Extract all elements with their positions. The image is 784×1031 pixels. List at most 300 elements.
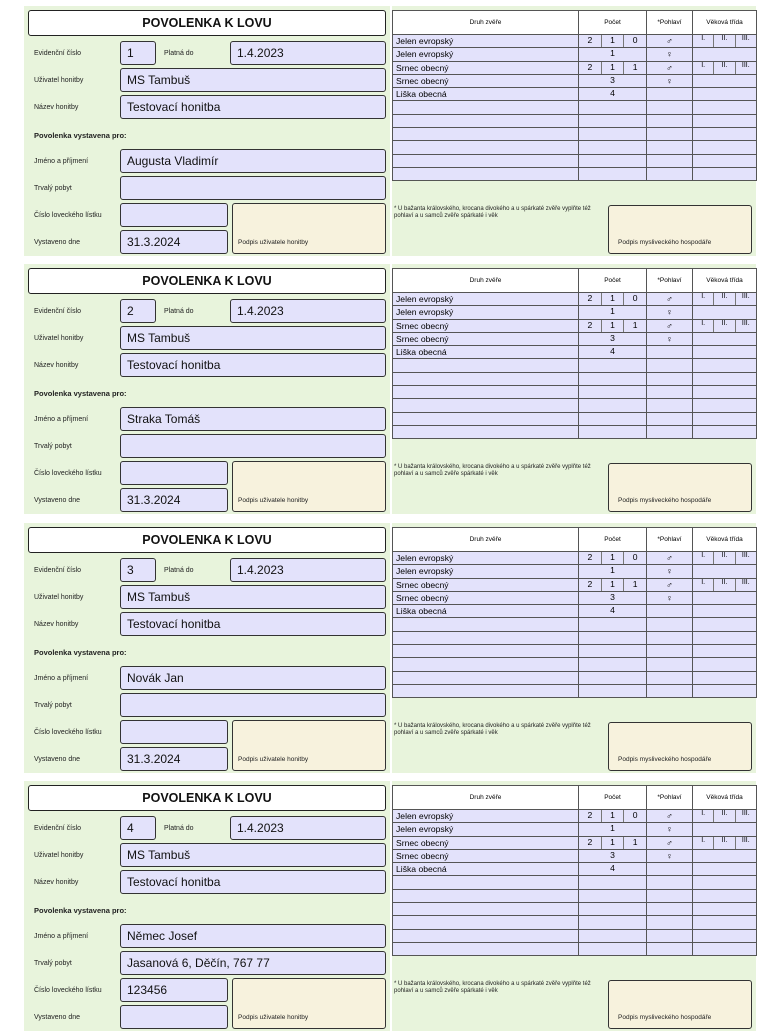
cell-druh[interactable]: Srnec obecný (393, 578, 579, 591)
label-podpis-uzivatele: Podpis uživatele honitby (238, 1014, 309, 1021)
cell-vekova-trida[interactable] (693, 101, 757, 114)
permit-left-panel (24, 6, 390, 256)
cell-druh[interactable] (393, 684, 579, 697)
cell-druh[interactable] (393, 876, 579, 889)
field-platna-do[interactable]: 1.4.2023 (230, 558, 386, 582)
cell-druh[interactable]: Jelen evropský (393, 293, 579, 306)
age-class: I. (701, 836, 706, 844)
hunting-permit-2 (24, 264, 756, 514)
signature-box-hospodar[interactable] (608, 205, 752, 254)
cell-pohlavi[interactable] (647, 128, 693, 141)
cell-pocet[interactable] (579, 889, 647, 902)
age-class: II. (713, 810, 734, 822)
cell-druh[interactable]: Jelen evropský (393, 552, 579, 565)
cell-pocet[interactable] (579, 552, 647, 565)
signature-box-hospodar[interactable] (608, 722, 752, 771)
cell-pocet[interactable] (579, 293, 647, 306)
table-row (393, 128, 757, 141)
field-uzivatel-honitby[interactable]: MS Tambuš (120, 585, 386, 609)
field-evidencni-cislo[interactable]: 3 (120, 558, 156, 582)
label-platna-do: Platná do (164, 825, 194, 832)
field-uzivatel-honitby[interactable]: MS Tambuš (120, 326, 386, 350)
table-row (393, 154, 757, 167)
label-vystavena-pro: Povolenka vystavena pro: (34, 131, 127, 140)
cell-druh[interactable] (393, 425, 579, 438)
cell-pocet[interactable] (579, 836, 647, 849)
count-part: 0 (623, 293, 646, 305)
age-class: II. (713, 62, 734, 74)
label-vystaveno-dne: Vystaveno dne (34, 1014, 81, 1021)
female-icon: ♀ (666, 307, 673, 318)
label-podpis-hospodare: Podpis mysliveckého hospodáře (618, 239, 712, 246)
cell-vekova-trida[interactable] (693, 306, 757, 319)
col-vekova-trida: Věková třída (693, 786, 757, 810)
cell-pohlavi[interactable] (647, 386, 693, 399)
signature-box-hospodar[interactable] (608, 980, 752, 1029)
cell-druh[interactable]: Liška obecná (393, 88, 579, 101)
cell-pohlavi[interactable] (647, 876, 693, 889)
cell-pohlavi[interactable] (647, 836, 693, 849)
cell-pocet[interactable] (579, 658, 647, 671)
cell-pocet[interactable] (579, 565, 647, 578)
label-trvaly-pobyt: Trvalý pobyt (34, 960, 72, 967)
cell-pohlavi[interactable] (647, 319, 693, 332)
table-row (393, 386, 757, 399)
cell-pocet[interactable] (579, 903, 647, 916)
cell-pocet[interactable] (579, 425, 647, 438)
cell-pocet[interactable] (579, 128, 647, 141)
col-vekova-trida: Věková třída (693, 528, 757, 552)
cell-pocet[interactable] (579, 412, 647, 425)
cell-vekova-trida[interactable] (693, 876, 757, 889)
cell-pocet[interactable] (579, 810, 647, 823)
cell-vekova-trida[interactable] (693, 605, 757, 618)
field-lovecky-listek[interactable] (120, 203, 228, 227)
cell-pohlavi[interactable] (647, 929, 693, 942)
field-platna-do[interactable]: 1.4.2023 (230, 816, 386, 840)
cell-pocet[interactable] (579, 141, 647, 154)
cell-pocet[interactable] (579, 916, 647, 929)
col-druh-zvere: Druh zvěře (393, 786, 579, 810)
cell-pohlavi[interactable] (647, 916, 693, 929)
game-table (392, 527, 757, 698)
cell-druh[interactable] (393, 631, 579, 644)
label-platna-do: Platná do (164, 567, 194, 574)
cell-pohlavi[interactable] (647, 671, 693, 684)
field-lovecky-listek[interactable]: 123456 (120, 978, 228, 1002)
table-row (393, 876, 757, 889)
cell-pocet[interactable] (579, 386, 647, 399)
cell-pocet[interactable] (579, 823, 647, 836)
table-row (393, 929, 757, 942)
cell-pohlavi[interactable] (647, 61, 693, 74)
count-part: 1 (623, 62, 646, 74)
cell-druh[interactable]: Jelen evropský (393, 35, 579, 48)
permit-title: POVOLENKA K LOVU (28, 10, 386, 36)
cell-pohlavi[interactable] (647, 154, 693, 167)
cell-pohlavi[interactable] (647, 849, 693, 862)
cell-vekova-trida[interactable] (693, 386, 757, 399)
cell-druh[interactable] (393, 399, 579, 412)
cell-vekova-trida[interactable] (693, 372, 757, 385)
cell-pohlavi[interactable] (647, 889, 693, 902)
cell-vekova-trida[interactable] (693, 332, 757, 345)
cell-vekova-trida[interactable] (693, 154, 757, 167)
cell-vekova-trida[interactable] (693, 618, 757, 631)
cell-pohlavi[interactable] (647, 645, 693, 658)
cell-pocet[interactable] (579, 35, 647, 48)
cell-vekova-trida[interactable] (693, 645, 757, 658)
field-nazev-honitby[interactable]: Testovací honitba (120, 612, 386, 636)
label-jmeno: Jméno a příjmení (34, 675, 89, 682)
cell-vekova-trida[interactable] (693, 48, 757, 61)
table-row (393, 141, 757, 154)
male-icon: ♂ (666, 320, 673, 331)
cell-vekova-trida[interactable] (693, 128, 757, 141)
field-nazev-honitby[interactable]: Testovací honitba (120, 95, 386, 119)
cell-druh[interactable] (393, 903, 579, 916)
cell-pohlavi[interactable] (647, 631, 693, 644)
cell-druh[interactable]: Srnec obecný (393, 61, 579, 74)
cell-pocet[interactable] (579, 671, 647, 684)
cell-vekova-trida[interactable] (693, 631, 757, 644)
cell-pohlavi[interactable] (647, 618, 693, 631)
cell-druh[interactable] (393, 929, 579, 942)
cell-pohlavi[interactable] (647, 74, 693, 87)
cell-pocet[interactable] (579, 306, 647, 319)
cell-pohlavi[interactable] (647, 605, 693, 618)
field-nazev-honitby[interactable]: Testovací honitba (120, 870, 386, 894)
cell-druh[interactable]: Jelen evropský (393, 810, 579, 823)
cell-pocet[interactable] (579, 605, 647, 618)
label-podpis-uzivatele: Podpis uživatele honitby (238, 497, 309, 504)
signature-box-uzivatel[interactable] (232, 720, 386, 771)
table-row (393, 645, 757, 658)
cell-druh[interactable] (393, 141, 579, 154)
count-part: 2 (587, 319, 593, 330)
count-total: 3 (610, 74, 615, 85)
cell-pohlavi[interactable] (647, 346, 693, 359)
cell-druh[interactable]: Jelen evropský (393, 823, 579, 836)
table-row (393, 114, 757, 127)
cell-druh[interactable] (393, 658, 579, 671)
cell-pocet[interactable] (579, 372, 647, 385)
cell-pohlavi[interactable] (647, 552, 693, 565)
table-row (393, 836, 757, 849)
male-icon: ♂ (666, 553, 673, 564)
signature-box-hospodar[interactable] (608, 463, 752, 512)
cell-druh[interactable] (393, 671, 579, 684)
field-nazev-honitby[interactable]: Testovací honitba (120, 353, 386, 377)
table-row (393, 903, 757, 916)
cell-druh[interactable]: Jelen evropský (393, 565, 579, 578)
cell-pohlavi[interactable] (647, 658, 693, 671)
cell-pohlavi[interactable] (647, 578, 693, 591)
col-pohlavi: *Pohlaví (647, 786, 693, 810)
cell-pohlavi[interactable] (647, 565, 693, 578)
cell-pohlavi[interactable] (647, 399, 693, 412)
cell-pocet[interactable] (579, 578, 647, 591)
label-podpis-hospodare: Podpis mysliveckého hospodáře (618, 497, 712, 504)
table-row (393, 359, 757, 372)
field-trvaly-pobyt[interactable] (120, 176, 386, 200)
label-platna-do: Platná do (164, 308, 194, 315)
cell-vekova-trida[interactable] (693, 578, 757, 591)
col-pocet: Počet (579, 786, 647, 810)
label-vystavena-pro: Povolenka vystavena pro: (34, 906, 127, 915)
cell-pohlavi[interactable] (647, 810, 693, 823)
count-part: 2 (587, 836, 593, 847)
cell-druh[interactable] (393, 114, 579, 127)
cell-druh[interactable] (393, 618, 579, 631)
field-vystaveno-dne[interactable]: 31.3.2024 (120, 230, 228, 254)
cell-pocet[interactable] (579, 101, 647, 114)
cell-druh[interactable] (393, 942, 579, 955)
female-icon: ♀ (666, 851, 673, 862)
cell-pocet[interactable] (579, 399, 647, 412)
cell-pocet[interactable] (579, 74, 647, 87)
cell-vekova-trida[interactable] (693, 903, 757, 916)
cell-pohlavi[interactable] (647, 114, 693, 127)
cell-vekova-trida[interactable] (693, 35, 757, 48)
field-trvaly-pobyt[interactable]: Jasanová 6, Děčín, 767 77 (120, 951, 386, 975)
cell-druh[interactable]: Srnec obecný (393, 332, 579, 345)
cell-vekova-trida[interactable] (693, 74, 757, 87)
cell-pohlavi[interactable] (647, 293, 693, 306)
male-icon: ♂ (666, 837, 673, 848)
label-jmeno: Jméno a příjmení (34, 158, 89, 165)
cell-vekova-trida[interactable] (693, 61, 757, 74)
male-icon: ♂ (666, 36, 673, 47)
field-vystaveno-dne[interactable] (120, 1005, 228, 1029)
label-nazev-honitby: Název honitby (34, 104, 79, 111)
label-jmeno: Jméno a příjmení (34, 933, 89, 940)
cell-pohlavi[interactable] (647, 48, 693, 61)
cell-pocet[interactable] (579, 154, 647, 167)
cell-pocet[interactable] (579, 167, 647, 180)
cell-druh[interactable] (393, 359, 579, 372)
cell-pohlavi[interactable] (647, 101, 693, 114)
cell-pocet[interactable] (579, 591, 647, 604)
age-class: III. (735, 35, 756, 47)
cell-druh[interactable] (393, 101, 579, 114)
col-pocet: Počet (579, 269, 647, 293)
cell-pocet[interactable] (579, 929, 647, 942)
cell-pohlavi[interactable] (647, 35, 693, 48)
cell-pocet[interactable] (579, 942, 647, 955)
cell-druh[interactable] (393, 372, 579, 385)
table-row (393, 552, 757, 565)
cell-vekova-trida[interactable] (693, 684, 757, 697)
cell-vekova-trida[interactable] (693, 425, 757, 438)
cell-pohlavi[interactable] (647, 684, 693, 697)
count-part: 1 (601, 837, 624, 849)
age-class: II. (713, 293, 734, 305)
field-vystaveno-dne[interactable]: 31.3.2024 (120, 488, 228, 512)
signature-box-uzivatel[interactable] (232, 461, 386, 512)
label-podpis-uzivatele: Podpis uživatele honitby (238, 239, 309, 246)
cell-pocet[interactable] (579, 114, 647, 127)
cell-druh[interactable] (393, 889, 579, 902)
field-platna-do[interactable]: 1.4.2023 (230, 299, 386, 323)
table-row (393, 346, 757, 359)
signature-box-uzivatel[interactable] (232, 203, 386, 254)
cell-vekova-trida[interactable] (693, 823, 757, 836)
table-row (393, 849, 757, 862)
col-druh-zvere: Druh zvěře (393, 528, 579, 552)
cell-vekova-trida[interactable] (693, 293, 757, 306)
age-class: III. (735, 62, 756, 74)
cell-pocet[interactable] (579, 618, 647, 631)
cell-pohlavi[interactable] (647, 425, 693, 438)
field-lovecky-listek[interactable] (120, 720, 228, 744)
cell-vekova-trida[interactable] (693, 346, 757, 359)
cell-vekova-trida[interactable] (693, 889, 757, 902)
cell-vekova-trida[interactable] (693, 399, 757, 412)
cell-pohlavi[interactable] (647, 863, 693, 876)
age-class: II. (713, 552, 734, 564)
cell-pohlavi[interactable] (647, 141, 693, 154)
table-row (393, 167, 757, 180)
table-row (393, 35, 757, 48)
cell-vekova-trida[interactable] (693, 359, 757, 372)
cell-druh[interactable]: Jelen evropský (393, 306, 579, 319)
count-part: 1 (623, 579, 646, 591)
cell-pohlavi[interactable] (647, 88, 693, 101)
cell-druh[interactable] (393, 128, 579, 141)
cell-druh[interactable] (393, 154, 579, 167)
cell-pohlavi[interactable] (647, 167, 693, 180)
cell-vekova-trida[interactable] (693, 810, 757, 823)
table-row (393, 810, 757, 823)
cell-druh[interactable] (393, 916, 579, 929)
cell-druh[interactable] (393, 645, 579, 658)
cell-druh[interactable] (393, 412, 579, 425)
cell-druh[interactable]: Srnec obecný (393, 849, 579, 862)
cell-vekova-trida[interactable] (693, 671, 757, 684)
cell-druh[interactable]: Srnec obecný (393, 319, 579, 332)
cell-druh[interactable] (393, 167, 579, 180)
field-evidencni-cislo[interactable]: 1 (120, 41, 156, 65)
cell-pohlavi[interactable] (647, 306, 693, 319)
cell-druh[interactable]: Srnec obecný (393, 591, 579, 604)
field-evidencni-cislo[interactable]: 2 (120, 299, 156, 323)
cell-vekova-trida[interactable] (693, 942, 757, 955)
field-jmeno[interactable]: Novák Jan (120, 666, 386, 690)
cell-pohlavi[interactable] (647, 823, 693, 836)
cell-pohlavi[interactable] (647, 359, 693, 372)
count-part: 1 (601, 320, 624, 332)
cell-pocet[interactable] (579, 645, 647, 658)
count-part: 2 (587, 61, 593, 72)
cell-pocet[interactable] (579, 876, 647, 889)
cell-pocet[interactable] (579, 332, 647, 345)
field-lovecky-listek[interactable] (120, 461, 228, 485)
male-icon: ♂ (666, 811, 673, 822)
cell-pohlavi[interactable] (647, 591, 693, 604)
cell-vekova-trida[interactable] (693, 591, 757, 604)
cell-pocet[interactable] (579, 863, 647, 876)
field-jmeno[interactable]: Straka Tomáš (120, 407, 386, 431)
cell-druh[interactable] (393, 386, 579, 399)
age-class: III. (735, 552, 756, 564)
cell-vekova-trida[interactable] (693, 836, 757, 849)
cell-druh[interactable]: Liška obecná (393, 605, 579, 618)
table-row (393, 372, 757, 385)
cell-pohlavi[interactable] (647, 412, 693, 425)
cell-vekova-trida[interactable] (693, 849, 757, 862)
field-evidencni-cislo[interactable]: 4 (120, 816, 156, 840)
count-part: 1 (623, 320, 646, 332)
col-vekova-trida: Věková třída (693, 269, 757, 293)
cell-pohlavi[interactable] (647, 372, 693, 385)
field-platna-do[interactable]: 1.4.2023 (230, 41, 386, 65)
field-trvaly-pobyt[interactable] (120, 693, 386, 717)
cell-pocet[interactable] (579, 346, 647, 359)
cell-druh[interactable]: Jelen evropský (393, 48, 579, 61)
label-nazev-honitby: Název honitby (34, 879, 79, 886)
cell-vekova-trida[interactable] (693, 412, 757, 425)
col-pohlavi: *Pohlaví (647, 11, 693, 35)
cell-vekova-trida[interactable] (693, 863, 757, 876)
table-row (393, 88, 757, 101)
cell-vekova-trida[interactable] (693, 141, 757, 154)
cell-vekova-trida[interactable] (693, 114, 757, 127)
signature-box-uzivatel[interactable] (232, 978, 386, 1029)
cell-pocet[interactable] (579, 631, 647, 644)
field-jmeno[interactable]: Němec Josef (120, 924, 386, 948)
cell-druh[interactable]: Srnec obecný (393, 74, 579, 87)
cell-druh[interactable]: Liška obecná (393, 863, 579, 876)
label-trvaly-pobyt: Trvalý pobyt (34, 443, 72, 450)
label-nazev-honitby: Název honitby (34, 362, 79, 369)
cell-pohlavi[interactable] (647, 903, 693, 916)
cell-vekova-trida[interactable] (693, 916, 757, 929)
female-icon: ♀ (666, 593, 673, 604)
cell-druh[interactable]: Liška obecná (393, 346, 579, 359)
cell-pocet[interactable] (579, 88, 647, 101)
field-trvaly-pobyt[interactable] (120, 434, 386, 458)
table-row (393, 293, 757, 306)
cell-pocet[interactable] (579, 684, 647, 697)
label-trvaly-pobyt: Trvalý pobyt (34, 185, 72, 192)
cell-vekova-trida[interactable] (693, 658, 757, 671)
cell-pocet[interactable] (579, 61, 647, 74)
field-uzivatel-honitby[interactable]: MS Tambuš (120, 843, 386, 867)
label-vystavena-pro: Povolenka vystavena pro: (34, 648, 127, 657)
cell-vekova-trida[interactable] (693, 319, 757, 332)
permit-title: POVOLENKA K LOVU (28, 268, 386, 294)
cell-vekova-trida[interactable] (693, 929, 757, 942)
cell-vekova-trida[interactable] (693, 552, 757, 565)
cell-pocet[interactable] (579, 48, 647, 61)
table-row (393, 74, 757, 87)
cell-vekova-trida[interactable] (693, 167, 757, 180)
footnote: * U bažanta královského, krocana divokého a u spárkaté zvěře vyplňte též pohlaví a u samců zvěře spárkaté i věk (394, 206, 591, 219)
count-total: 1 (610, 823, 615, 834)
field-jmeno[interactable]: Augusta Vladimír (120, 149, 386, 173)
cell-pohlavi[interactable] (647, 332, 693, 345)
cell-vekova-trida[interactable] (693, 88, 757, 101)
cell-pocet[interactable] (579, 319, 647, 332)
cell-druh[interactable]: Srnec obecný (393, 836, 579, 849)
field-vystaveno-dne[interactable]: 31.3.2024 (120, 747, 228, 771)
cell-pohlavi[interactable] (647, 942, 693, 955)
cell-pocet[interactable] (579, 849, 647, 862)
field-uzivatel-honitby[interactable]: MS Tambuš (120, 68, 386, 92)
cell-pocet[interactable] (579, 359, 647, 372)
cell-vekova-trida[interactable] (693, 565, 757, 578)
